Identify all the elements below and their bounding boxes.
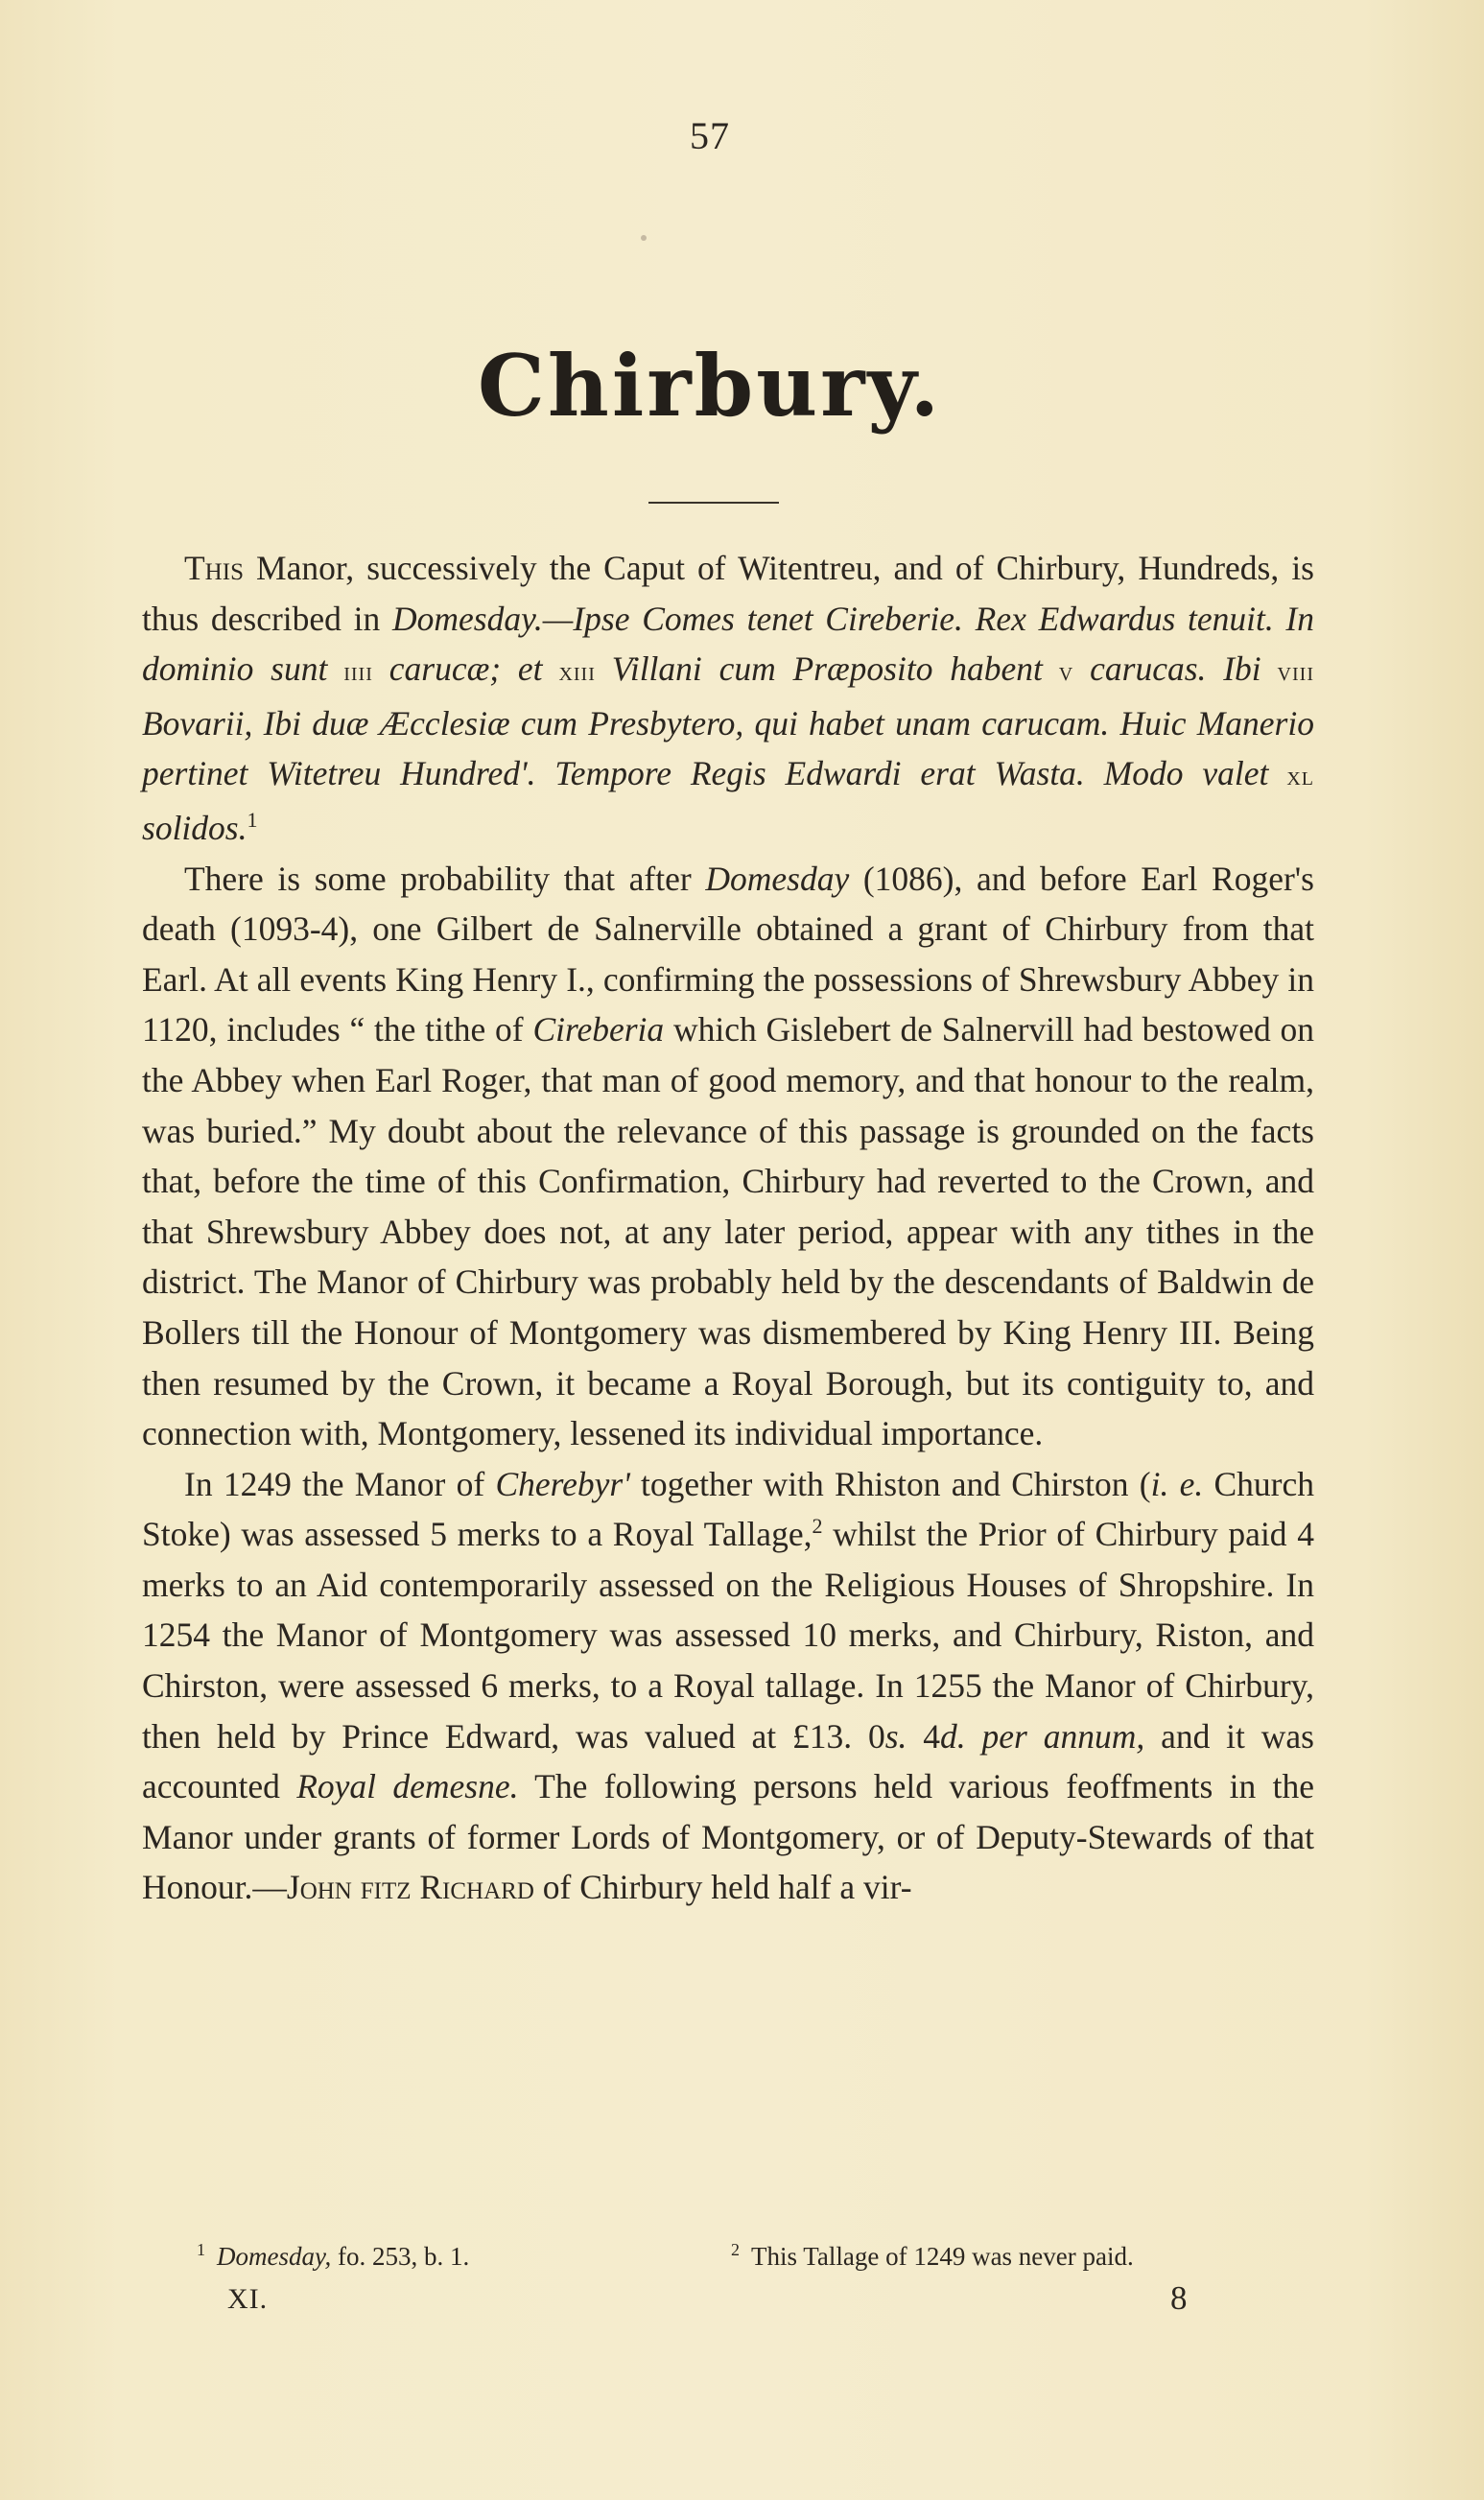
body-text bbox=[142, 543, 1314, 1913]
paragraph-history bbox=[142, 854, 1314, 1459]
paragraph-text: 4 bbox=[907, 1716, 941, 1756]
italic-term: d. per annum, bbox=[940, 1716, 1145, 1756]
latin-italic: carucas. Ibi bbox=[1090, 649, 1261, 689]
person-name-small-caps: John fitz Richard bbox=[286, 1868, 534, 1907]
footnote-source: Domesday, bbox=[217, 2242, 332, 2271]
opening-small-caps: This bbox=[184, 549, 244, 587]
footnote-mark: 1 bbox=[197, 2240, 205, 2259]
italic-term: s. bbox=[884, 1716, 907, 1756]
roman-numeral: xl bbox=[1268, 762, 1314, 792]
volume-signature: XI. bbox=[227, 2283, 269, 2315]
roman-numeral: iiii bbox=[327, 657, 389, 688]
roman-numeral: viii bbox=[1260, 657, 1314, 688]
paragraph-text: Church Stoke) was assessed 5 merks to a Royal Tallage, bbox=[142, 1464, 1314, 1554]
paragraph-text: which Gislebert de Salnervill had bestowed on the Abbey when Earl Roger, that man of good memory, and that honour to the realm, was buried.” My doubt about the relevance of this passage is grounded on the facts that, before the time of this Confirmation, Chirbury had reverted to the Crown, and that Shrewsbury Abbey does not, at any later period, appear with any tithes in the district. The Manor of Chirbury was probably held by the descendants of Baldwin de Bollers till the Honour of Montgomery was dismembered by King Henry III. Being then resumed by the Crown, it became a Royal Borough, but its contiguity to, and connection with, Montgomery, lessened its individual importance. bbox=[142, 1010, 1314, 1453]
paper-speck bbox=[641, 235, 647, 241]
italic-term: Cherebyr' bbox=[495, 1464, 630, 1503]
latin-italic: carucæ; et bbox=[389, 649, 543, 689]
sheet-signature: 8 bbox=[1170, 2279, 1188, 2317]
latin-italic: Villani cum Præposito habent bbox=[611, 649, 1043, 689]
paragraph-text: There is some probability that after bbox=[184, 859, 706, 898]
footnote-text: fo. 253, b. 1. bbox=[331, 2242, 470, 2271]
paragraph-tallage bbox=[142, 1459, 1314, 1913]
paragraph-text: In 1249 the Manor of bbox=[184, 1464, 496, 1503]
roman-numeral: xiii bbox=[542, 657, 612, 688]
roman-numeral: v bbox=[1042, 657, 1091, 688]
paragraph-domesday bbox=[142, 543, 1314, 854]
footnote-2 bbox=[731, 2230, 1134, 2276]
footnote-text: This Tallage of 1249 was never paid. bbox=[751, 2242, 1134, 2271]
italic-term: Domesday bbox=[705, 859, 850, 898]
paragraph-text: Manor, successively the Caput of Witentreu, and of Chirbury, Hundreds, is thus described in bbox=[142, 549, 1314, 638]
footnote-reference: 1 bbox=[247, 807, 258, 832]
footnote-mark: 2 bbox=[731, 2240, 740, 2259]
italic-term: i. e. bbox=[1150, 1464, 1204, 1503]
paragraph-text: whilst the Prior of Chirbury paid 4 merks to an Aid contemporarily assessed on the Religious Houses of Shropshire. In 1254 the Manor of Montgomery was assessed 10 merks, and Chirbury, Riston, and Chirston, were assessed 6 merks, to a Royal tallage. In 1255 the Manor of Chirbury, then held by Prince Edward, was valued at £13. 0 bbox=[142, 1515, 1314, 1756]
latin-italic: Bovarii, Ibi duæ Æcclesiæ cum Presbytero, qui habet unam carucam. Huic Manerio pertinet Witetreu Hundred'. Tempore Regis Edwardi erat Wasta. Modo valet bbox=[142, 703, 1314, 793]
title-rule bbox=[648, 502, 779, 504]
chapter-title: Chirbury. bbox=[477, 336, 943, 436]
italic-term: Cireberia bbox=[532, 1010, 665, 1050]
paragraph-text: of Chirbury held half a vir- bbox=[533, 1868, 912, 1907]
paragraph-text: and it was accounted bbox=[142, 1716, 1314, 1806]
footnote-reference: 2 bbox=[812, 1514, 823, 1539]
page-number: 57 bbox=[690, 114, 730, 157]
paragraph-text: The following persons held various feoffments in the Manor under grants of former Lords of Montgomery, or of Deputy-Stewards of that Honour.— bbox=[142, 1767, 1315, 1907]
italic-term: Royal demesne. bbox=[296, 1767, 519, 1806]
footnote-1 bbox=[197, 2230, 469, 2276]
paragraph-text: (1086), and before Earl Roger's death (1093-4), one Gilbert de Salnerville obtained a grant of Chirbury from that Earl. At all events King Henry I., confirming the possessions of Shrewsbury Abbey in 1120, includes “ the tithe of bbox=[142, 859, 1314, 1050]
paragraph-text: together with Rhiston and Chirston ( bbox=[629, 1464, 1151, 1503]
latin-italic: Domesday.—Ipse Comes tenet Cireberie. Rex Edwardus tenuit. In dominio sunt bbox=[142, 599, 1315, 689]
latin-italic: solidos. bbox=[142, 808, 247, 847]
